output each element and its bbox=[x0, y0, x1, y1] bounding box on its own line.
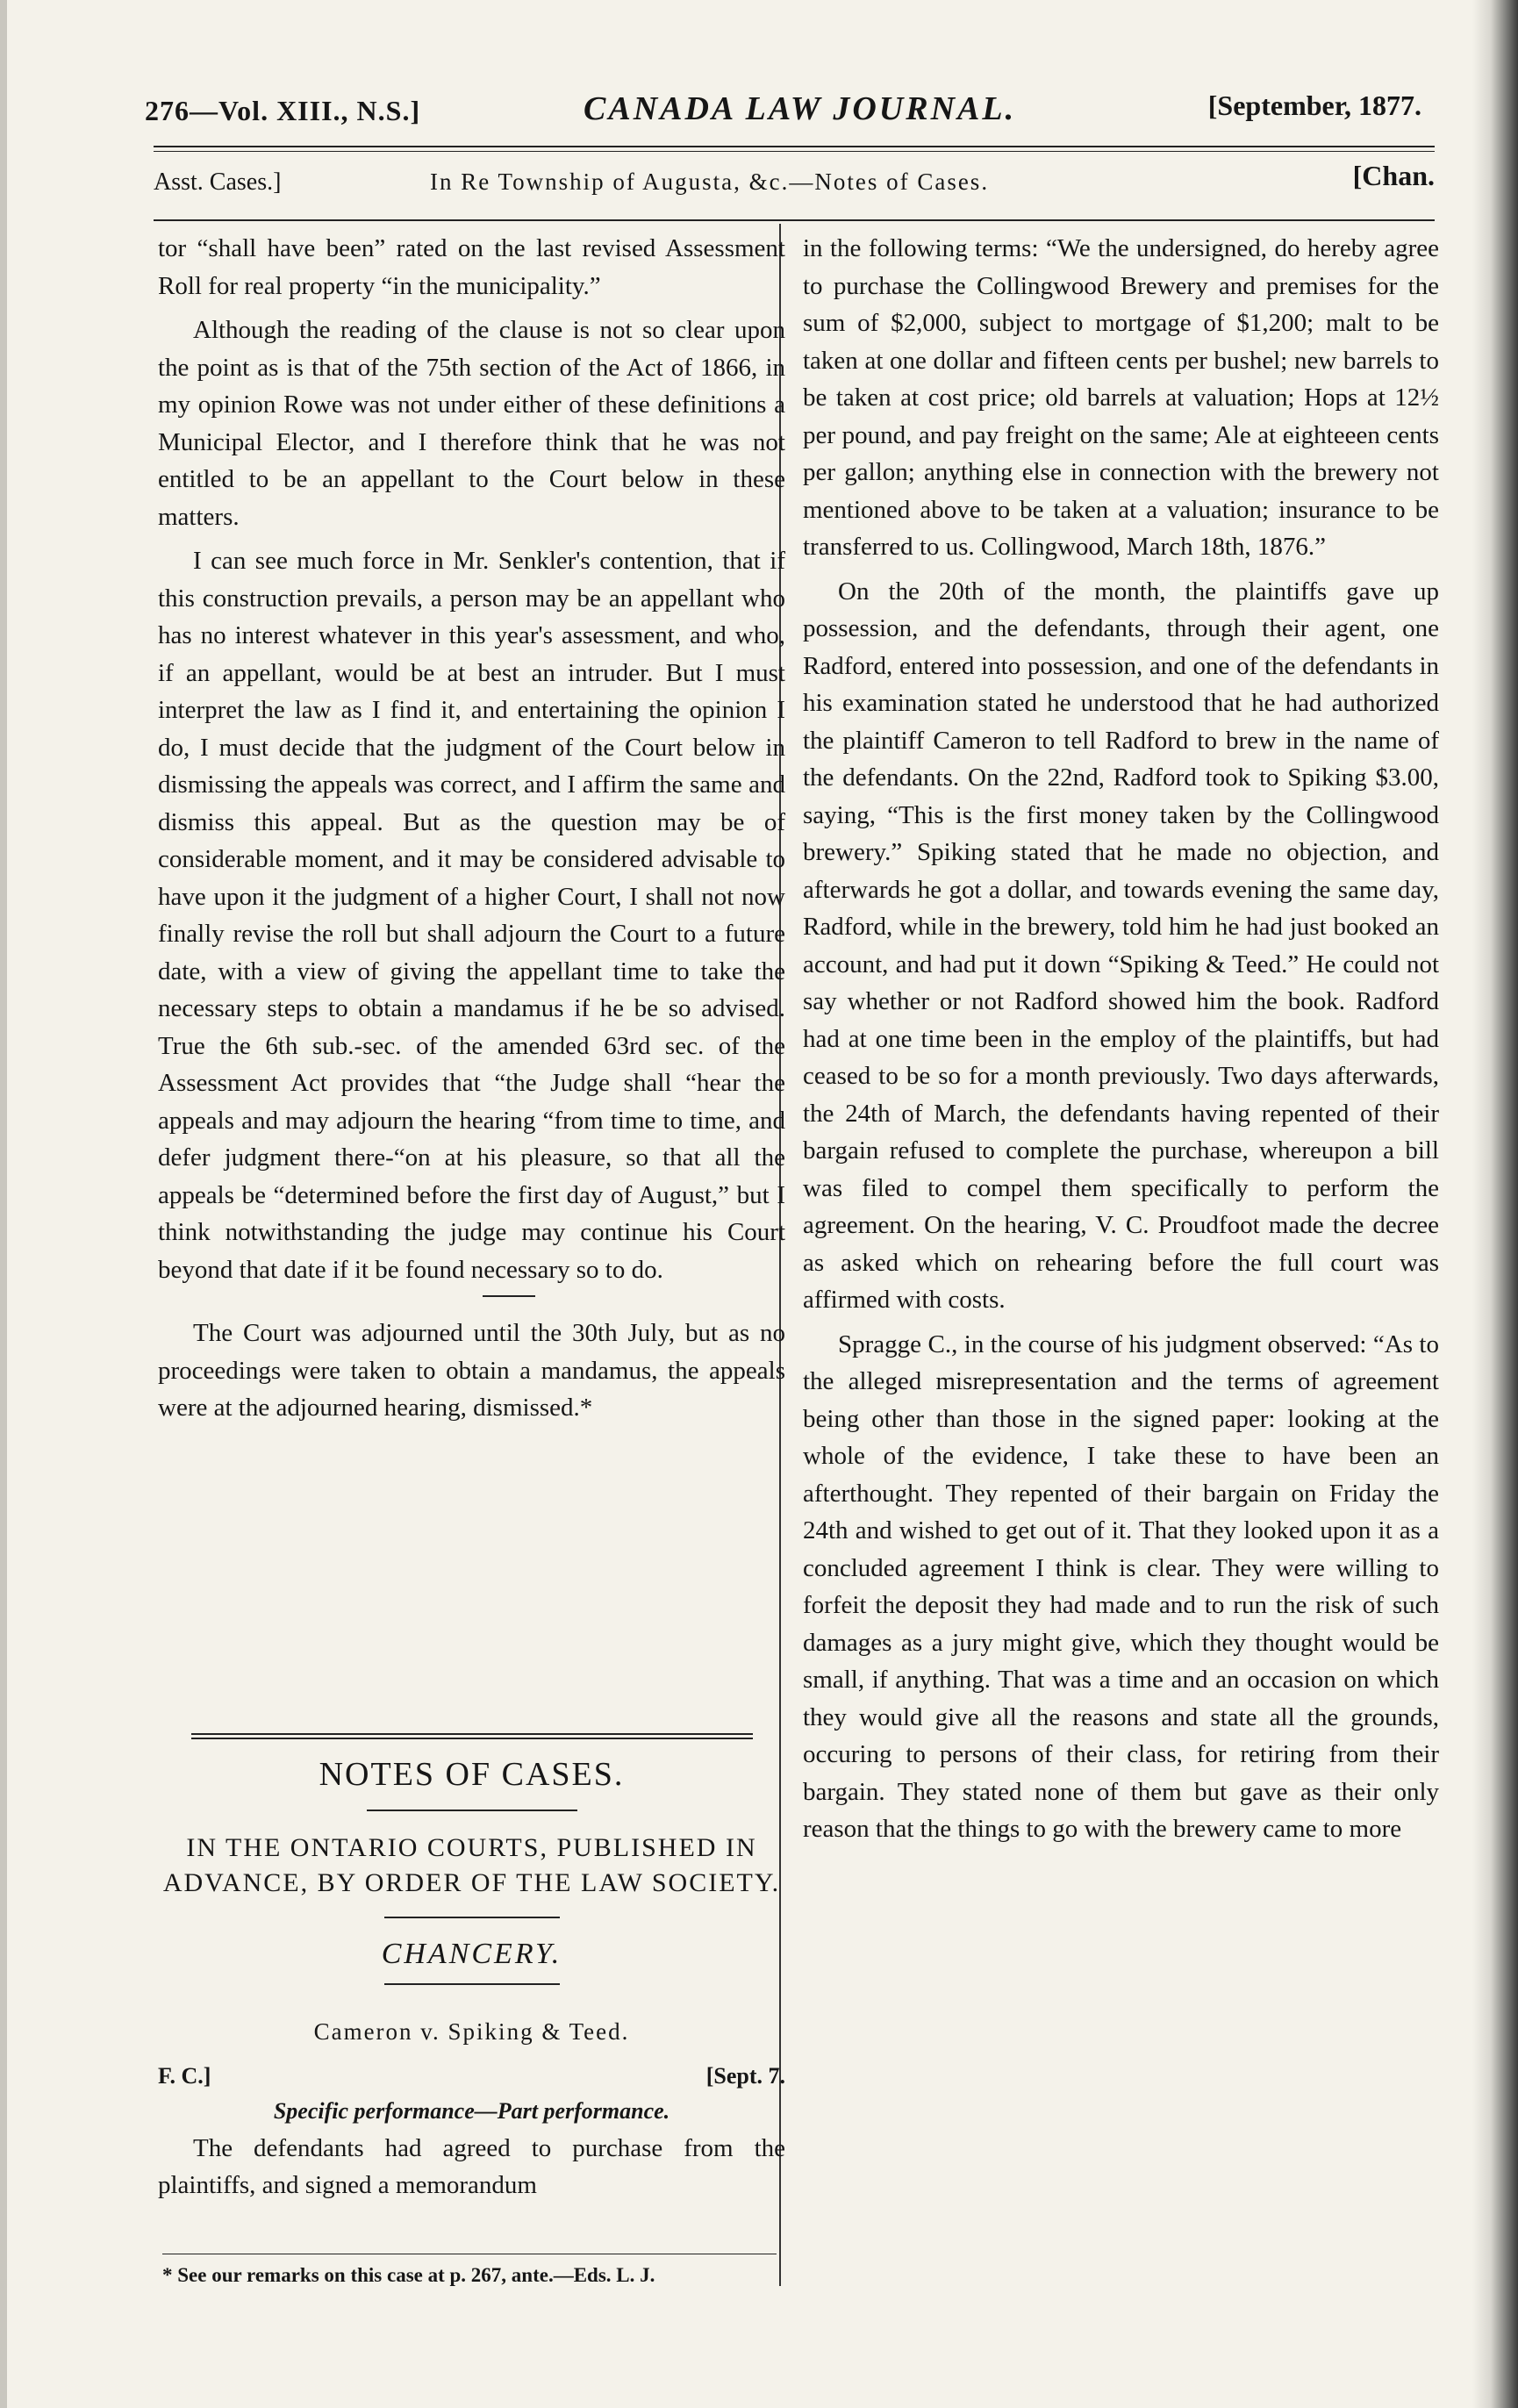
binding-shadow bbox=[1472, 0, 1518, 2408]
page-volume-label: 276—Vol. XIII., N.S.] bbox=[145, 95, 421, 126]
notes-title: NOTES OF CASES. bbox=[319, 1756, 625, 1793]
division-heading: CHANCERY. bbox=[381, 1938, 562, 1970]
left-paragraph-2: Although the reading of the clause is not so clear upon the point as is that of the 75th section of the Act of 1866, in my opinion Rowe was not under either of these definitions a Municipal Elector, and I therefore think that he was not entitled to be an appellant to the Court below in these matters. bbox=[158, 316, 785, 531]
case-court-line bbox=[158, 2063, 785, 2089]
right-paragraph-1: in the following terms: “We the undersigned, do hereby agree to purchase the Collingwood Brewery and premises for the sum of $2,000, subject to mortgage of $1,200; malt to be taken at one dollar and fifteen cents per bushel; new barrels to be taken at cost price; old barrels at valuation; Hops at 12½ per pound, and pay freight on the same; Ale at eighteeen cents per gallon; anything else in connection with the brewery not mentioned above to be taken at a valuation; insurance to be transferred to us. Collingwood, March 18th, 1876.” bbox=[803, 234, 1439, 561]
issue-date: [September, 1877. bbox=[1207, 90, 1421, 121]
right-paragraph-3: Spragge C., in the course of his judgment observed: “As to the alleged misrepresentation and the terms of agreement being other than those in the signed paper: looking at the whole of the evidence, I take these to have been an afterthought. They repented of their bargain on Friday the 24th and wished to get out of it. That they looked upon it as a concluded agreement I think is clear. They were willing to forfeit the deposit they had made and to run the risk of such damages as a jury might give, which they thought would be small, if anything. That was a time and an occasion on which they would give all the reasons and state all the grounds, occuring to persons of their class, for retiring from their bargain. They stated none of them but gave as their only reason that the things to go with the brewery came to more bbox=[803, 1329, 1439, 1843]
left-paragraph-4: The Court was adjourned until the 30th July, but as no proceedings were taken to obtain a mandamus, the appeals were at the adjourned hearing, dismissed.* bbox=[158, 1319, 785, 1422]
left-paragraph-1: tor “shall have been” rated on the last revised Assessment Roll for real property “in the municipality.” bbox=[158, 234, 785, 300]
page-left-edge bbox=[0, 0, 7, 2408]
header-rule-bottom bbox=[154, 151, 1435, 152]
right-column bbox=[803, 230, 1439, 1855]
case-text: The defendants had agreed to purchase from the plaintiffs, and signed a memorandum bbox=[158, 2134, 785, 2199]
left-column bbox=[158, 230, 785, 1434]
case-topic: Specific performance—Part performance. bbox=[273, 2098, 670, 2124]
header-rule-top bbox=[154, 146, 1435, 147]
left-paragraph-3: I can see much force in Mr. Senkler's contention, that if this construction prevails, a person may be an appellant who has no interest whatever in this year's assessment, and who, if an appellant, would be at best an intruder. But I must interpret the law as I find it, and entertaining the opinion I do, I must decide that the judgment of the Court below in dismissing the appeals was correct, and I affirm the same and dismiss this appeal. But as the question may be of considerable moment, and it may be considered advisable to have upon it the judgment of a higher Court, I shall not now finally revise the roll but shall adjourn the Court to a future date, with a view of giving the appellant time to take the necessary steps to obtain a mandamus if he be so advised. True the 6th sub.-sec. of the amended 63rd sec. of the Assessment Act provides that “the Judge shall “hear the appeals and may adjourn the hearing “from time to time, and defer judgment there-“on at his pleasure, so that all the appeals be “determined before the first day of August,” but I think notwithstanding the judge may continue his Court beyond that date if it be found necessary so to do. bbox=[158, 547, 785, 1284]
journal-title: CANADA LAW JOURNAL. bbox=[584, 90, 1017, 127]
subheader-center: In Re Township of Augusta, &c.—Notes of Cases. bbox=[430, 168, 990, 195]
case-name: Cameron v. Spiking & Teed. bbox=[313, 2018, 630, 2045]
paragraph-separator bbox=[483, 1295, 535, 1297]
right-paragraph-2: On the 20th of the month, the plaintiffs gave up possession, and the defendants, through their agent, one Radford, entered into possession, and one of the defendants in his examination stated he understood that he had authorized the plaintiff Cameron to tell Radford to brew in the name of the defendants. On the 22nd, Radford took to Spiking $3.00, saying, “This is the first money taken by the Collingwood brewery.” Spiking stated that he made no objection, and afterwards he got a dollar, and towards evening the same day, Radford, while in the brewery, told him he had just booked an account, and had put it down “Spiking & Teed.” He could not say whether or not Radford showed him the book. Radford had at one time been in the employ of the plaintiffs, but had ceased to be so for a month previously. Two days afterwards, the 24th of March, the defendants having repented of their bargain refused to complete the purchase, whereupon a bill was filed to compel them specifically to perform the agreement. On the hearing, V. C. Proudfoot made the decree as asked which on rehearing before the full court was affirmed with costs. bbox=[803, 577, 1439, 1314]
running-head bbox=[145, 88, 1421, 140]
subheader-right: [Chan. bbox=[1352, 160, 1435, 191]
subheader-rule bbox=[154, 219, 1435, 221]
subheader-left: Asst. Cases.] bbox=[154, 168, 282, 196]
footnote: * See our remarks on this case at p. 267, ante.—Eds. L. J. bbox=[162, 2264, 655, 2286]
section-subheader bbox=[154, 156, 1435, 200]
case-date: [Sept. 7. bbox=[705, 2063, 785, 2089]
division-rule bbox=[384, 1983, 560, 1985]
notes-subtitle-rule bbox=[384, 1917, 560, 1918]
notes-subtitle: IN THE ONTARIO COURTS, PUBLISHED IN ADVANCE, BY ORDER OF THE LAW SOCIETY. bbox=[162, 1833, 781, 1897]
notes-title-rule bbox=[367, 1810, 577, 1811]
case-court: F. C.] bbox=[158, 2063, 211, 2089]
notes-of-cases-section bbox=[158, 1733, 785, 2204]
notes-double-rule bbox=[191, 1733, 753, 1739]
